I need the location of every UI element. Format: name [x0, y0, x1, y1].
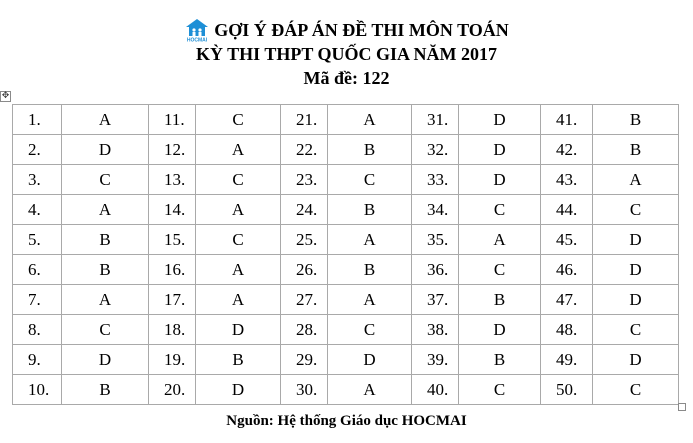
answer-cell: A: [196, 135, 281, 165]
answer-cell: A: [328, 285, 412, 315]
question-number: 13.: [149, 165, 196, 195]
answer-cell: C: [62, 315, 149, 345]
question-number: 31.: [412, 105, 459, 135]
answer-cell: B: [328, 195, 412, 225]
question-number: 42.: [541, 135, 593, 165]
answer-cell: B: [196, 345, 281, 375]
answer-cell: A: [62, 105, 149, 135]
question-number: 9.: [13, 345, 62, 375]
answer-cell: C: [328, 165, 412, 195]
answer-cell: D: [593, 255, 679, 285]
answer-cell: C: [593, 195, 679, 225]
answer-cell: B: [328, 255, 412, 285]
answer-cell: B: [459, 345, 541, 375]
question-number: 50.: [541, 375, 593, 405]
question-number: 20.: [149, 375, 196, 405]
source-footer: Nguồn: Hệ thống Giáo dục HOCMAI: [226, 413, 467, 429]
table-row: [13, 345, 679, 375]
answer-cell: D: [196, 375, 281, 405]
answer-cell: C: [62, 165, 149, 195]
question-number: 22.: [281, 135, 328, 165]
question-number: 6.: [13, 255, 62, 285]
question-number: 45.: [541, 225, 593, 255]
question-number: 2.: [13, 135, 62, 165]
question-number: 41.: [541, 105, 593, 135]
question-number: 30.: [281, 375, 328, 405]
question-number: 33.: [412, 165, 459, 195]
question-number: 40.: [412, 375, 459, 405]
table-row: [13, 135, 679, 165]
question-number: 27.: [281, 285, 328, 315]
answer-cell: C: [459, 375, 541, 405]
answer-cell: A: [593, 165, 679, 195]
question-number: 14.: [149, 195, 196, 225]
question-number: 25.: [281, 225, 328, 255]
answer-cell: B: [593, 135, 679, 165]
answer-cell: C: [196, 225, 281, 255]
answer-cell: C: [593, 375, 679, 405]
answer-cell: A: [62, 285, 149, 315]
answer-cell: A: [328, 105, 412, 135]
question-number: 19.: [149, 345, 196, 375]
answer-cell: B: [62, 225, 149, 255]
answer-cell: D: [593, 225, 679, 255]
question-number: 38.: [412, 315, 459, 345]
answer-cell: C: [459, 255, 541, 285]
answer-cell: B: [328, 135, 412, 165]
answer-cell: A: [196, 255, 281, 285]
question-number: 17.: [149, 285, 196, 315]
table-row: [13, 225, 679, 255]
exam-code: Mã đề: 122: [303, 68, 390, 88]
answer-cell: A: [328, 225, 412, 255]
table-row: [13, 165, 679, 195]
table-row: [13, 285, 679, 315]
question-number: 36.: [412, 255, 459, 285]
answer-table: [12, 104, 679, 405]
table-row: [13, 315, 679, 345]
logo-text: HOCMAI: [187, 37, 208, 42]
answer-cell: A: [196, 195, 281, 225]
question-number: 44.: [541, 195, 593, 225]
document-header: [0, 18, 693, 90]
question-number: 11.: [149, 105, 196, 135]
table-row: [13, 375, 679, 405]
question-number: 10.: [13, 375, 62, 405]
table-row: [13, 195, 679, 225]
title-line-2: KỲ THI THPT QUỐC GIA NĂM 2017: [195, 44, 498, 64]
answer-cell: D: [62, 345, 149, 375]
answer-cell: C: [196, 105, 281, 135]
question-number: 47.: [541, 285, 593, 315]
question-number: 3.: [13, 165, 62, 195]
question-number: 24.: [281, 195, 328, 225]
title-line-1: [0, 18, 693, 42]
question-number: 46.: [541, 255, 593, 285]
answer-cell: D: [593, 345, 679, 375]
answer-cell: C: [459, 195, 541, 225]
question-number: 7.: [13, 285, 62, 315]
question-number: 23.: [281, 165, 328, 195]
question-number: 39.: [412, 345, 459, 375]
question-number: 32.: [412, 135, 459, 165]
question-number: 4.: [13, 195, 62, 225]
answer-cell: D: [593, 285, 679, 315]
question-number: 15.: [149, 225, 196, 255]
answer-cell: A: [459, 225, 541, 255]
question-number: 16.: [149, 255, 196, 285]
question-number: 1.: [13, 105, 62, 135]
question-number: 29.: [281, 345, 328, 375]
answer-cell: B: [593, 105, 679, 135]
answer-cell: D: [62, 135, 149, 165]
title-line-1-text: GỢI Ý ĐÁP ÁN ĐỀ THI MÔN TOÁN: [214, 20, 509, 40]
table-move-handle[interactable]: [0, 91, 11, 102]
answer-cell: B: [62, 255, 149, 285]
question-number: 8.: [13, 315, 62, 345]
answer-cell: B: [62, 375, 149, 405]
hocmai-logo-icon: [184, 18, 210, 42]
answer-cell: C: [196, 165, 281, 195]
table-resize-handle[interactable]: [678, 403, 686, 411]
answer-cell: D: [459, 315, 541, 345]
answer-cell: D: [459, 165, 541, 195]
question-number: 48.: [541, 315, 593, 345]
answer-cell: A: [196, 285, 281, 315]
move-arrows-icon: ✥: [1, 91, 10, 101]
table-row: [13, 255, 679, 285]
answer-cell: A: [328, 375, 412, 405]
answer-cell: C: [328, 315, 412, 345]
question-number: 26.: [281, 255, 328, 285]
question-number: 43.: [541, 165, 593, 195]
question-number: 35.: [412, 225, 459, 255]
question-number: 34.: [412, 195, 459, 225]
question-number: 5.: [13, 225, 62, 255]
answer-cell: A: [62, 195, 149, 225]
question-number: 49.: [541, 345, 593, 375]
question-number: 18.: [149, 315, 196, 345]
answer-cell: D: [328, 345, 412, 375]
question-number: 28.: [281, 315, 328, 345]
question-number: 21.: [281, 105, 328, 135]
answer-cell: D: [459, 105, 541, 135]
answer-cell: B: [459, 285, 541, 315]
question-number: 12.: [149, 135, 196, 165]
answer-cell: C: [593, 315, 679, 345]
table-row: [13, 105, 679, 135]
answer-cell: D: [459, 135, 541, 165]
question-number: 37.: [412, 285, 459, 315]
answer-cell: D: [196, 315, 281, 345]
